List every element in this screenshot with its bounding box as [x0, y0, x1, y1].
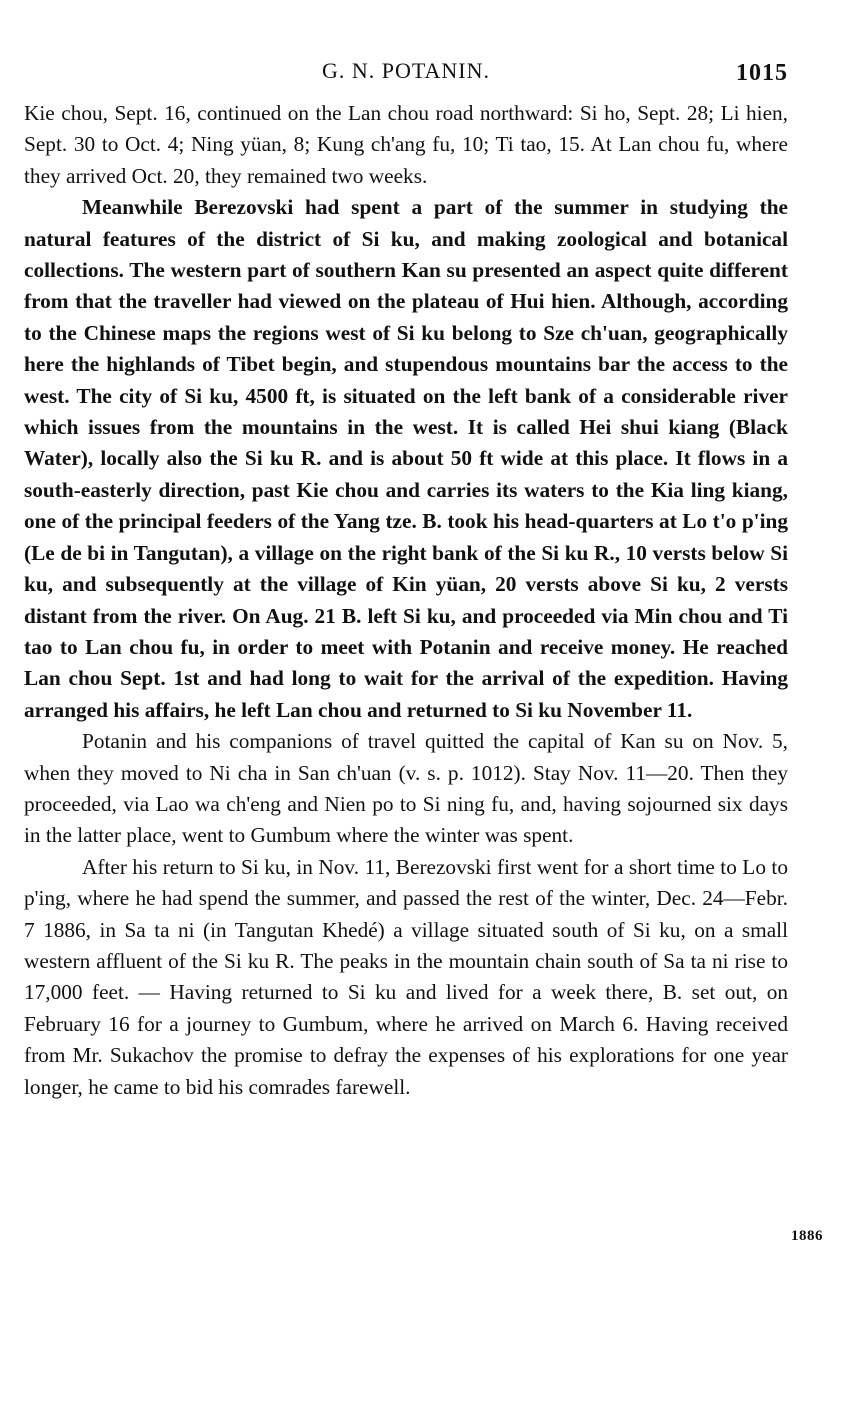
- page-number: 1015: [736, 60, 788, 86]
- margin-note-year: 1886: [791, 1228, 823, 1244]
- paragraph-1: Kie chou, Sept. 16, continued on the Lan chou road northward: Si ho, Sept. 28; Li hien, Sept. 30 to Oct. 4; Ning yüan, 8; Kung ch'ang fu, 10; Ti tao, 15. At Lan chou fu, where they arrived Oct. 20, they remained two weeks.: [24, 101, 788, 188]
- body-text: [24, 98, 788, 1103]
- page-header: [24, 52, 788, 92]
- paragraph-4: After his return to Si ku, in Nov. 11, Berezovski first went for a short time to Lo to p'ing, where he had spend the summer, and passed the rest of the winter, Dec. 24—Febr. 7 1886, in Sa ta ni (in Tangutan Khedé) a village situated south of Si ku, on a small western affluent of the Si ku R. The peaks in the mountain chain south of Sa ta ni rise to 17,000 feet. — Having returned to Si ku and lived for a week there, B. set out, on February 16 for a journey to Gumbum, where he arrived on March 6. Having received from Mr. Sukachov the promise to defray the expenses of his explorations for one year longer, he came to bid his comrades farewell.: [24, 854, 788, 1099]
- page: [24, 52, 788, 1103]
- running-head: G. N. POTANIN.: [321, 58, 491, 83]
- paragraph-3: Potanin and his companions of travel quitted the capital of Kan su on Nov. 5, when they moved to Ni cha in San ch'uan (v. s. p. 1012). Stay Nov. 11—20. Then they proceeded, via Lao wa ch'eng and Nien po to Si ning fu, and, having sojourned six days in the latter place, went to Gumbum where the winter was spent.: [24, 729, 788, 848]
- paragraph-2: Meanwhile Berezovski had spent a part of the summer in studying the natural features of the district of Si ku, and making zoological and botanical collections. The western part of southern Kan su presented an aspect quite different from that the traveller had viewed on the plateau of Hui hien. Although, according to the Chinese maps the regions west of Si ku belong to Sze ch'uan, geographically here the highlands of Tibet begin, and stupendous mountains bar the access to the west. The city of Si ku, 4500 ft, is situated on the left bank of a considerable river which issues from the mountains in the west. It is called Hei shui kiang (Black Water), locally also the Si ku R. and is about 50 ft wide at this place. It flows in a south-easterly direction, past Kie chou and carries its waters to the Kia ling kiang, one of the principal feeders of the Yang tze. B. took his head-quarters at Lo t'o p'ing (Le de bi in Tangutan), a village on the right bank of the Si ku R., 10 versts below Si ku, and subsequently at the village of Kin yüan, 20 versts above Si ku, 2 versts distant from the river. On Aug. 21 B. left Si ku, and proceeded via Min chou and Ti tao to Lan chou fu, in order to meet with Potanin and receive money. He reached Lan chou Sept. 1st and had long to wait for the arrival of the expedition. Having arranged his affairs, he left Lan chou and returned to Si ku November 11.: [24, 195, 788, 722]
